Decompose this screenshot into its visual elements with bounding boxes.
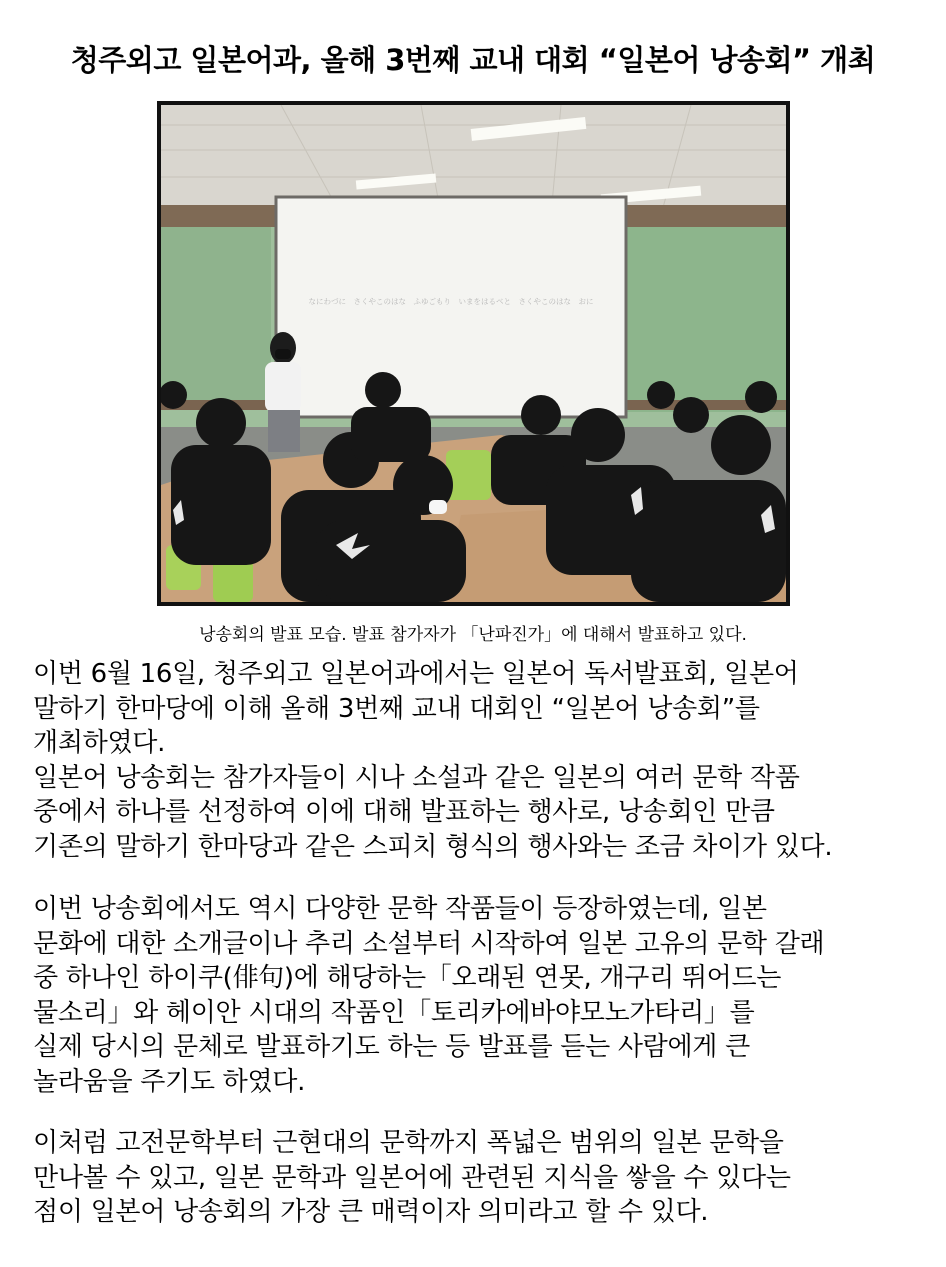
paragraph-line: 실제 당시의 문체로 발표하기도 하는 등 발표를 듣는 사람에게 큰 — [33, 1032, 750, 1062]
article-paragraph-2 — [33, 892, 923, 1099]
paragraph-line: 이번 낭송회에서도 역시 다양한 문학 작품들이 등장하였는데, 일본 — [33, 894, 767, 924]
paragraph-line: 점이 일본어 낭송회의 가장 큰 매력이자 의미라고 할 수 있다. — [33, 1197, 709, 1227]
paragraph-line: 놀라움을 주기도 하였다. — [33, 1066, 306, 1097]
projected-slide-text: なにわづに さくやこのはな ふゆごもり いまをはるべと さくやこのはな おに — [308, 297, 594, 306]
paragraph-line: 중 하나인 하이쿠(俳句)에 해당하는「오래된 연못, 개구리 뛰어드는 — [33, 963, 782, 993]
paragraph-line: 기존의 말하기 한마당과 같은 스피치 형식의 행사와는 조금 차이가 있다. — [33, 831, 833, 862]
article-paragraph-3 — [33, 1126, 923, 1230]
paragraph-line: 중에서 하나를 선정하여 이에 대해 발표하는 행사로, 낭송회인 만큼 — [33, 797, 775, 827]
paragraph-line: 일본어 낭송회는 참가자들이 시나 소설과 같은 일본의 여러 문학 작품 — [33, 762, 800, 793]
paragraph-line: 개최하였다. — [33, 728, 166, 758]
article-headline: 청주외고 일본어과, 올해 3번째 교내 대회 “일본어 낭송회” 개최 — [70, 43, 876, 77]
paragraph-line: 말하기 한마당에 이해 올해 3번째 교내 대회인 “일본어 낭송회”를 — [33, 693, 760, 724]
paragraph-line: 이처럼 고전문학부터 근현대의 문학까지 폭넓은 범위의 일본 문학을 — [33, 1128, 784, 1158]
paragraph-line: 이번 6월 16일, 청주외고 일본어과에서는 일본어 독서발표회, 일본어 — [33, 659, 799, 689]
event-photo-illustration — [161, 105, 786, 602]
paragraph-line: 만나볼 수 있고, 일본 문학과 일본어에 관련된 지식을 쌓을 수 있다는 — [33, 1162, 791, 1193]
paragraph-line: 물소리」와 헤이안 시대의 작품인「토리카에바야모노가타리」를 — [33, 997, 755, 1028]
article-paragraph-1 — [33, 657, 923, 864]
event-photo — [157, 101, 790, 606]
photo-caption: 낭송회의 발표 모습. 발표 참가자가 「난파진가」에 대해서 발표하고 있다. — [199, 625, 747, 645]
paragraph-line: 문화에 대한 소개글이나 추리 소설부터 시작하여 일본 고유의 문학 갈래 — [33, 928, 825, 959]
